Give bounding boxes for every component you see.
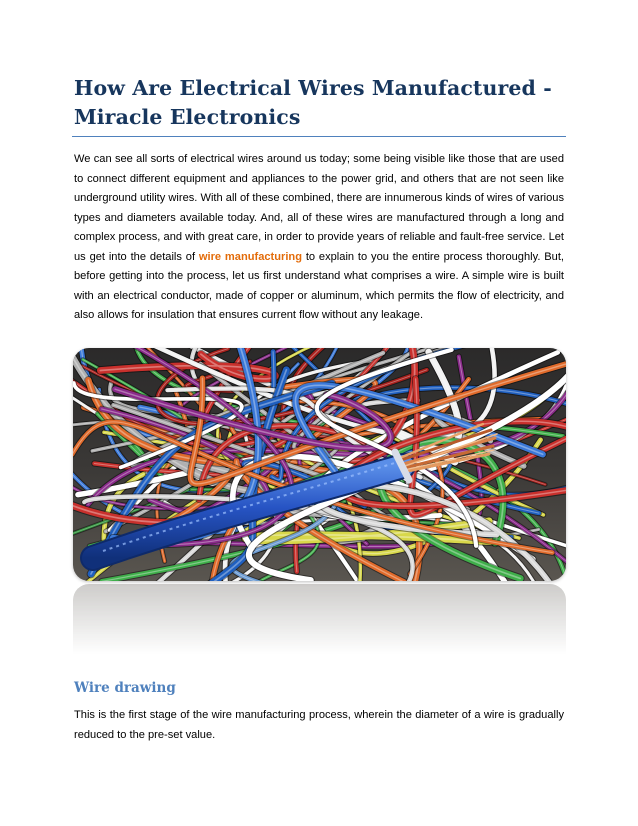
intro-text-part-1: We can see all sorts of electrical wires around us today; some being visible like those that are used to connect different equipment and appliances to the power grid, and others that are not seen like underground utility wires. With all of these combined, there are innumerous kinds of wires of various types and diameters available today. And, all of these wires are manufactured through a long and complex process, and with great care, in order to provide years of reliable and fault-free service. Let us get into the details of: [74, 153, 564, 263]
section-paragraph: This is the first stage of the wire manufacturing process, wherein the diameter of a wire is gradually reduced to the pre-set value.: [74, 709, 564, 741]
wires-photo-reflection: [73, 584, 566, 654]
intro-paragraph: [74, 150, 564, 326]
intro-text-part-2: to explain to you the entire process thoroughly. But, before getting into the process, let us first understand what comprises a wire. A simple wire is built with an electrical conductor, made of copper or aluminum, which permits the flow of electricity, and also allows for insulation that ensures current flow without any leakage.: [74, 250, 564, 321]
title-underline: [72, 136, 566, 137]
wires-illustration: [73, 348, 566, 581]
wire-manufacturing-link[interactable]: wire manufacturing: [198, 250, 302, 263]
wires-photo: [73, 348, 566, 581]
section-heading-wire-drawing: Wire drawing: [74, 680, 176, 696]
document-title: How Are Electrical Wires Manufactured - Miracle Electronics: [74, 76, 552, 129]
